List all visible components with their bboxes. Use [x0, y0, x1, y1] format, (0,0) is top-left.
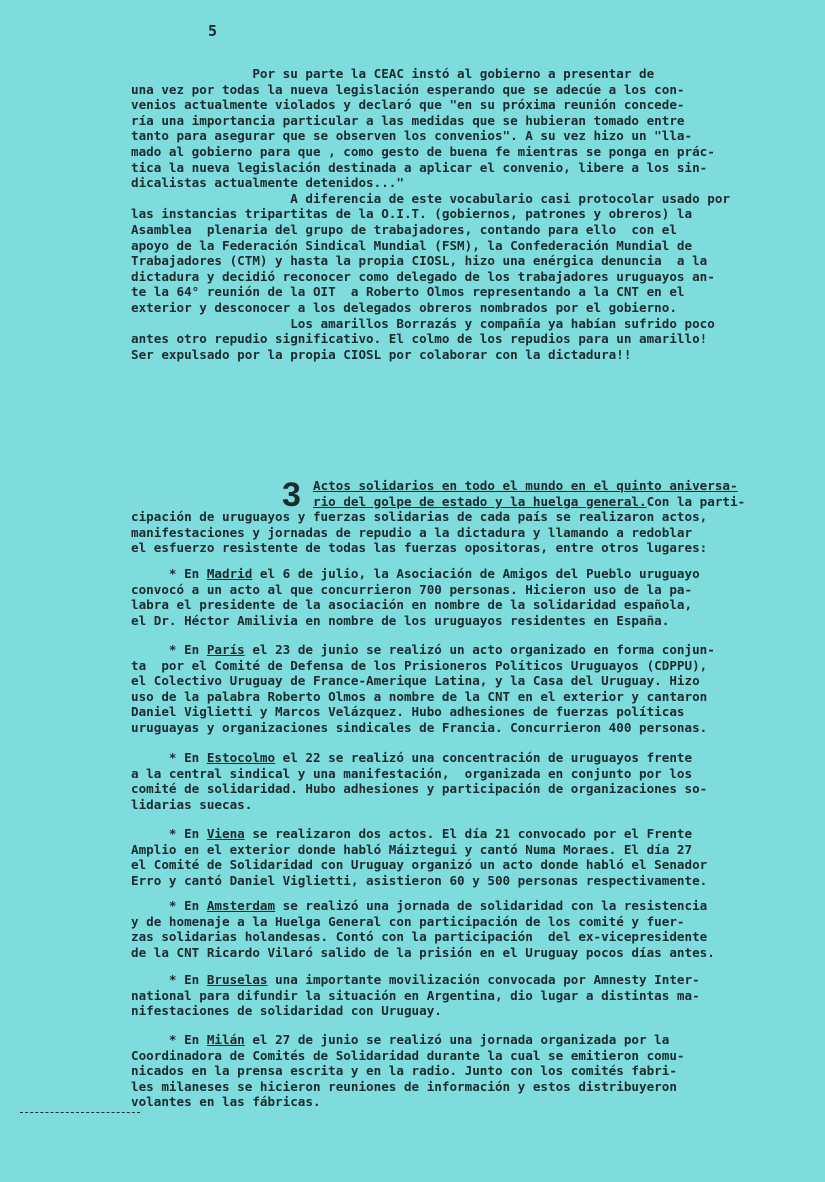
- text-line: volantes en las fábricas.: [131, 1094, 321, 1110]
- text-line: Amplio en el exterior donde habló Máiztegui y cantó Numa Moraes. El día 27: [131, 841, 693, 857]
- text-line: Ser expulsado por la propia CIOSL por colaborar con la dictadura!!: [131, 346, 632, 362]
- section-3: [131, 478, 781, 556]
- text-line: el Comité de Solidaridad con Uruguay organizó un acto donde habló el Senador: [131, 857, 708, 873]
- section-heading-part: Actos solidarios en todo el mundo en el quinto aniversa-: [312, 478, 738, 493]
- section-heading-line: [131, 478, 781, 494]
- text-line: te la 64° reunión de la OIT a Roberto Olmos representando a la CNT en el: [131, 284, 685, 300]
- text-line: zas solidarias holandesas. Contó con la participación del ex-vicepresidente: [131, 929, 708, 945]
- text-line: tanto para asegurar que se observen los convenios". A su vez hizo un "lla-: [131, 128, 693, 144]
- item-first-line: [131, 898, 781, 914]
- text-line: Los amarillos Borrazás y compañía ya habían sufrido poco: [131, 315, 715, 331]
- item-first-line: [131, 750, 781, 766]
- item-first-rest: el 6 de julio, la Asociación de Amigos del Pueblo uruguayo: [252, 566, 700, 581]
- item-bullet: * En: [131, 826, 207, 841]
- text-line: Asamblea plenaria del grupo de trabajadores, contando para ello con el: [131, 221, 677, 237]
- section-heading-line: [131, 494, 781, 510]
- text-line: Erro y cantó Daniel Viglietti, asistieron 60 y 500 personas respectivamente.: [131, 872, 708, 888]
- text-line: el esfuerzo resistente de todas las fuerzas opositoras, entre otros lugares:: [131, 540, 708, 556]
- section-number: 3: [282, 476, 301, 514]
- item-first-rest: se realizó una jornada de solidaridad con la resistencia: [275, 898, 708, 913]
- text-line: y de homenaje a la Huelga General con participación de los comité y fuer-: [131, 913, 685, 929]
- item-bullet: * En: [131, 972, 207, 987]
- text-line: mado al gobierno para que , como gesto de buena fe mientras se ponga en prác-: [131, 143, 715, 159]
- text-line: exterior y desconocer a los delegados obreros nombrados por el gobierno.: [131, 299, 677, 315]
- text-line: Coordinadora de Comités de Solidaridad durante la cual se emitieron comu-: [131, 1047, 685, 1063]
- text-line: les milaneses se hicieron reuniones de información y estos distribuyeron: [131, 1078, 677, 1094]
- text-line: de la CNT Ricardo Vilaró salido de la prisión en el Uruguay pocos días antes.: [131, 944, 715, 960]
- city-name: Bruselas: [206, 972, 268, 987]
- item-paris: [131, 642, 781, 736]
- text-line: comité de solidaridad. Hubo adhesiones y participación de organizaciones so-: [131, 781, 708, 797]
- item-first-line: [131, 972, 781, 988]
- text-line: ta por el Comité de Defensa de los Prisioneros Políticos Uruguayos (CDPPU),: [131, 657, 708, 673]
- page-number: 5: [208, 22, 218, 40]
- text-line: nifestaciones de solidaridad con Uruguay.: [131, 1003, 442, 1019]
- text-line: manifestaciones y jornadas de repudio a la dictadura y llamando a redoblar: [131, 524, 693, 540]
- item-first-line: [131, 566, 781, 582]
- text-line: a la central sindical y una manifestación, organizada en conjunto por los: [131, 765, 693, 781]
- text-line: venios actualmente violados y declaró que "en su próxima reunión concede-: [131, 97, 685, 113]
- text-line: uso de la palabra Roberto Olmos a nombre de la CNT en el exterior y cantaron: [131, 688, 708, 704]
- item-estocolmo: [131, 750, 781, 812]
- item-bullet: * En: [131, 642, 207, 657]
- item-first-rest: el 23 de junio se realizó un acto organizado en forma conjun-: [244, 642, 715, 657]
- text-line: tica la nueva legislación destinada a aplicar el convenio, libere a los sin-: [131, 159, 708, 175]
- city-name: París: [206, 642, 245, 657]
- city-name: Viena: [206, 826, 245, 841]
- text-line: Trabajadores (CTM) y hasta la propia CIOSL, hizo una enérgica denuncia a la: [131, 253, 708, 269]
- section-heading-part: rio del golpe de estado y la huelga general.: [312, 493, 647, 509]
- item-first-rest: se realizaron dos actos. El día 21 convocado por el Frente: [244, 826, 693, 841]
- text-line: lidarias suecas.: [131, 796, 253, 812]
- intro-paragraphs: [131, 66, 781, 362]
- text-line: uruguayas y organizaciones sindicales de Francia. Concurrieron 400 personas.: [131, 719, 708, 735]
- item-madrid: [131, 566, 781, 628]
- item-first-rest: una importante movilización convocada por Amnesty Inter-: [267, 972, 700, 987]
- section-heading-tail: Con la parti-: [646, 493, 746, 509]
- text-line: el Colectivo Uruguay de France-Amerique Latina, y la Casa del Uruguay. Hizo: [131, 673, 700, 689]
- text-line: Daniel Viglietti y Marcos Velázquez. Hubo adhesiones de fuerzas políticas: [131, 704, 685, 720]
- footer-divider: [20, 1112, 140, 1113]
- item-bruselas: [131, 972, 781, 1019]
- item-first-line: [131, 642, 781, 658]
- item-bullet: * En: [131, 750, 207, 765]
- text-line: national para difundir la situación en Argentina, dio lugar a distintas ma-: [131, 987, 700, 1003]
- city-name: Amsterdam: [206, 898, 276, 913]
- text-line: nicados en la prensa escrita y en la radio. Junto con los comités fabri-: [131, 1063, 677, 1079]
- text-line: Por su parte la CEAC instó al gobierno a presentar de: [131, 66, 655, 81]
- text-line: antes otro repudio significativo. El colmo de los repudios para un amarillo!: [131, 331, 708, 347]
- item-first-line: [131, 1032, 781, 1048]
- text-line: el Dr. Héctor Amilivia en nombre de los uruguayos residentes en España.: [131, 612, 670, 628]
- city-name: Estocolmo: [206, 750, 276, 765]
- text-line: ría una importancia particular a las medidas que se hubieran tomado entre: [131, 112, 685, 128]
- text-line: dictadura y decidió reconocer como delegado de los trabajadores uruguayos an-: [131, 268, 715, 284]
- text-line: convocó a un acto al que concurrieron 700 personas. Hicieron uso de la pa-: [131, 581, 693, 597]
- text-line: las instancias tripartitas de la O.I.T. (gobiernos, patrones y obreros) la: [131, 206, 693, 222]
- item-milan: [131, 1032, 781, 1110]
- item-bullet: * En: [131, 898, 207, 913]
- item-first-rest: el 27 de junio se realizó una jornada organizada por la: [244, 1032, 670, 1047]
- item-first-line: [131, 826, 781, 842]
- text-line: A diferencia de este vocabulario casi protocolar usado por: [131, 190, 730, 206]
- text-line: dicalistas actualmente detenidos...": [131, 175, 404, 191]
- item-bullet: * En: [131, 1032, 207, 1047]
- text-line: cipación de uruguayos y fuerzas solidarias de cada país se realizaron actos,: [131, 509, 708, 525]
- item-bullet: * En: [131, 566, 207, 581]
- text-line: labra el presidente de la asociación en nombre de la solidaridad española,: [131, 597, 693, 613]
- item-viena: [131, 826, 781, 888]
- city-name: Milán: [206, 1032, 245, 1047]
- item-first-rest: el 22 se realizó una concentración de uruguayos frente: [275, 750, 693, 765]
- item-amsterdam: [131, 898, 781, 960]
- text-line: apoyo de la Federación Sindical Mundial (FSM), la Confederación Mundial de: [131, 237, 693, 253]
- city-name: Madrid: [206, 566, 253, 581]
- text-line: una vez por todas la nueva legislación esperando que se adecúe a los con-: [131, 81, 685, 97]
